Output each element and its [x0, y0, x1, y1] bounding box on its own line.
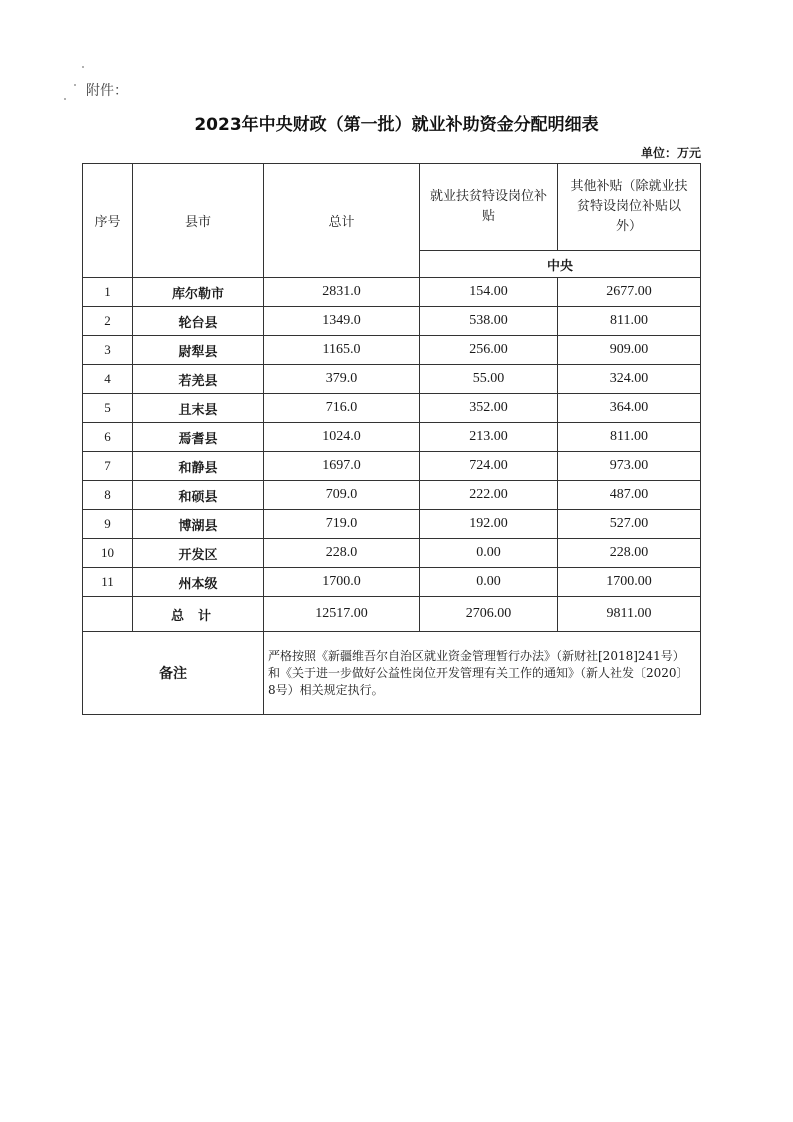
row-index: 7 [83, 452, 133, 481]
table-row [83, 365, 701, 394]
row-county: 和硕县 [133, 481, 264, 510]
total-other: 9811.00 [558, 597, 701, 632]
total-index [83, 597, 133, 632]
row-poverty-post: 55.00 [420, 365, 558, 394]
table-row [83, 452, 701, 481]
row-index: 11 [83, 568, 133, 597]
row-other: 973.00 [558, 452, 701, 481]
row-total: 1697.0 [264, 452, 420, 481]
row-index: 1 [83, 278, 133, 307]
row-county: 州本级 [133, 568, 264, 597]
row-county: 焉耆县 [133, 423, 264, 452]
table-row [83, 539, 701, 568]
row-total: 2831.0 [264, 278, 420, 307]
total-label: 总计 [133, 597, 264, 632]
total-total: 12517.00 [264, 597, 420, 632]
page-title: 2023年中央财政（第一批）就业补助资金分配明细表 [194, 115, 599, 135]
note-label: 备注 [83, 632, 264, 715]
row-poverty-post: 352.00 [420, 394, 558, 423]
row-county: 若羌县 [133, 365, 264, 394]
row-county: 开发区 [133, 539, 264, 568]
header-index: 序号 [83, 164, 133, 278]
row-other: 324.00 [558, 365, 701, 394]
row-other: 2677.00 [558, 278, 701, 307]
attachment-label: 附件： [86, 83, 128, 99]
unit-label: 单位：万元 [640, 146, 701, 160]
table-body [83, 278, 701, 597]
row-other: 811.00 [558, 423, 701, 452]
row-total: 1024.0 [264, 423, 420, 452]
note-row [83, 632, 701, 715]
header-poverty-post: 就业扶贫特设岗位补贴 [420, 164, 558, 251]
row-poverty-post: 0.00 [420, 539, 558, 568]
row-other: 1700.00 [558, 568, 701, 597]
row-poverty-post: 724.00 [420, 452, 558, 481]
row-index: 9 [83, 510, 133, 539]
row-other: 811.00 [558, 307, 701, 336]
row-other: 487.00 [558, 481, 701, 510]
table-row [83, 481, 701, 510]
row-index: 5 [83, 394, 133, 423]
row-total: 1165.0 [264, 336, 420, 365]
row-poverty-post: 154.00 [420, 278, 558, 307]
scan-speck [64, 98, 66, 100]
row-index: 2 [83, 307, 133, 336]
row-total: 1700.0 [264, 568, 420, 597]
row-county: 和静县 [133, 452, 264, 481]
row-index: 4 [83, 365, 133, 394]
table-row [83, 423, 701, 452]
row-county: 轮台县 [133, 307, 264, 336]
header-central: 中央 [420, 251, 701, 278]
row-other: 909.00 [558, 336, 701, 365]
scan-speck [82, 66, 84, 68]
row-poverty-post: 538.00 [420, 307, 558, 336]
header-total: 总计 [264, 164, 420, 278]
allocation-table [82, 163, 701, 715]
total-row [83, 597, 701, 632]
row-poverty-post: 256.00 [420, 336, 558, 365]
row-other: 527.00 [558, 510, 701, 539]
header-other: 其他补贴（除就业扶贫特设岗位补贴以外） [558, 164, 701, 251]
row-poverty-post: 192.00 [420, 510, 558, 539]
table-row [83, 307, 701, 336]
table-row [83, 278, 701, 307]
table-row [83, 394, 701, 423]
row-poverty-post: 0.00 [420, 568, 558, 597]
row-county: 且末县 [133, 394, 264, 423]
row-county: 尉犁县 [133, 336, 264, 365]
row-index: 10 [83, 539, 133, 568]
header-county: 县市 [133, 164, 264, 278]
row-total: 709.0 [264, 481, 420, 510]
row-index: 6 [83, 423, 133, 452]
row-index: 8 [83, 481, 133, 510]
row-total: 716.0 [264, 394, 420, 423]
row-county: 库尔勒市 [133, 278, 264, 307]
table-row [83, 568, 701, 597]
row-county: 博湖县 [133, 510, 264, 539]
note-text: 严格按照《新疆维吾尔自治区就业资金管理暂行办法》（新财社[2018]241号）和《关于进一步做好公益性岗位开发管理有关工作的通知》（新人社发〔2020〕8号）相关规定执行。 [264, 632, 701, 715]
row-poverty-post: 222.00 [420, 481, 558, 510]
row-total: 719.0 [264, 510, 420, 539]
row-index: 3 [83, 336, 133, 365]
row-total: 1349.0 [264, 307, 420, 336]
scan-speck [74, 84, 76, 86]
row-total: 228.0 [264, 539, 420, 568]
table-row [83, 336, 701, 365]
total-poverty-post: 2706.00 [420, 597, 558, 632]
row-total: 379.0 [264, 365, 420, 394]
row-other: 228.00 [558, 539, 701, 568]
table-row [83, 510, 701, 539]
row-other: 364.00 [558, 394, 701, 423]
row-poverty-post: 213.00 [420, 423, 558, 452]
